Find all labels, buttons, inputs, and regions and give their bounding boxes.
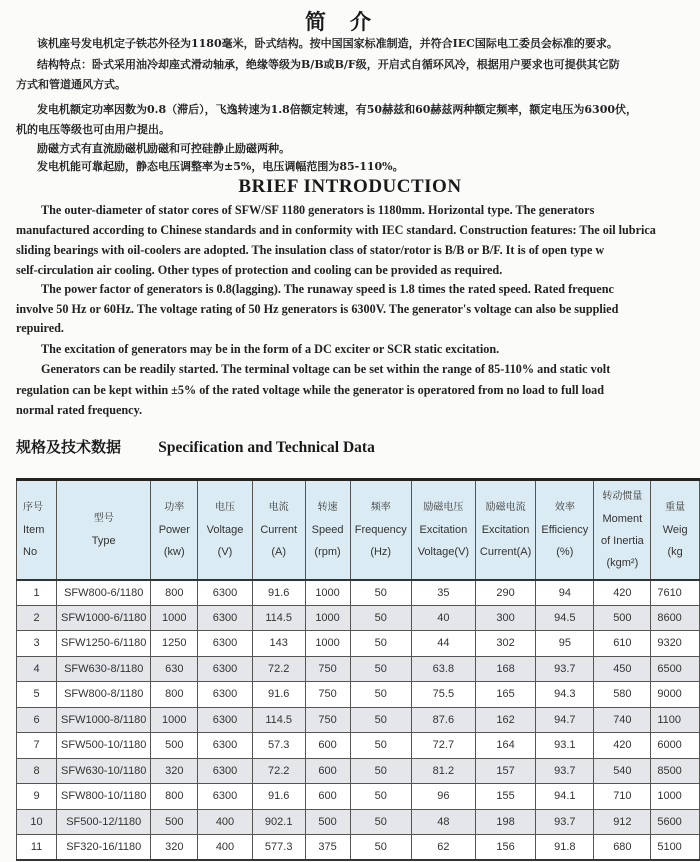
table-cell: 95 <box>536 631 594 657</box>
table-cell: 50 <box>350 784 411 810</box>
column-header-en: (rpm) <box>314 545 341 558</box>
column-header-cn: 励磁电压 <box>423 501 464 513</box>
table-cell: 6300 <box>198 758 253 784</box>
table-cell: 94.1 <box>536 784 594 810</box>
table-cell: 9320 <box>651 631 700 657</box>
paragraph-cn-5: 发电机能可靠起励，静态电压调整率为±5%，电压调幅范围为85-110%。 <box>37 160 404 173</box>
column-header-en: of Inertia <box>600 534 644 547</box>
table-cell: SFW800-8/1180 <box>57 682 151 708</box>
table-cell: 420 <box>594 580 651 606</box>
paragraph-en-4a: Generators can be readily started. The terminal voltage can be set within the range of 85-110% and static volt <box>41 362 611 376</box>
table-cell: 580 <box>594 682 651 708</box>
table-cell: 6300 <box>198 733 253 759</box>
table-cell: 62 <box>411 835 475 861</box>
paragraph-cn-3: 发电机额定功率因数为0.8（滞后），飞逸转速为1.8倍额定转速，有50赫兹和60赫兹两种额定频率，额定电压为6300伏， <box>37 103 638 116</box>
table-cell: 6300 <box>198 682 253 708</box>
table-cell: 375 <box>305 835 350 861</box>
table-cell: 91.6 <box>252 580 305 606</box>
table-cell: 400 <box>198 809 253 835</box>
spec-title-cn: 规格及技术数据 <box>16 438 122 456</box>
table-cell: 6300 <box>198 784 253 810</box>
table-cell: 72.2 <box>252 758 305 784</box>
table-cell: SF500-12/1180 <box>57 809 151 835</box>
paragraph-en-1a: The outer-diameter of stator cores of SFW/SF 1180 generators is 1180mm. Horizontal type. The generators <box>41 203 595 217</box>
table-cell: 6500 <box>651 656 700 682</box>
column-header <box>350 480 411 580</box>
table-cell: 143 <box>252 631 305 657</box>
table-cell: 94 <box>536 580 594 606</box>
table-cell: 72.2 <box>252 656 305 682</box>
column-header-cn: 电流 <box>268 501 289 513</box>
paragraph-en-1c: sliding bearings with oil-coolers are adopted. The insulation class of stator/rotor is B/B or B/F. It is of open type w <box>16 243 605 257</box>
table-cell: 302 <box>475 631 535 657</box>
table-row <box>17 758 700 784</box>
table-cell: 7 <box>17 733 57 759</box>
paragraph-cn-2: 结构特点：卧式采用油冷却座式滑动轴承，绝缘等级为B/B或B/F级，开启式自循环风冷，根据用户要求也可提供其它防 <box>37 58 620 71</box>
column-header <box>198 480 253 580</box>
table-header-row <box>17 480 700 580</box>
table-cell: 8600 <box>651 605 700 631</box>
column-header <box>475 480 535 580</box>
table-cell: 40 <box>411 605 475 631</box>
paragraph-en-3: The excitation of generators may be in the form of a DC exciter or SCR static excitation. <box>41 342 500 356</box>
column-header-en: Speed <box>311 523 344 536</box>
column-header <box>651 480 700 580</box>
table-cell: 400 <box>198 835 253 861</box>
table-cell: 48 <box>411 809 475 835</box>
table-cell: 912 <box>594 809 651 835</box>
column-header-cn: 电压 <box>214 501 235 513</box>
table-cell: 750 <box>305 682 350 708</box>
table-cell: 63.8 <box>411 656 475 682</box>
table-cell: 165 <box>475 682 535 708</box>
column-header-cn: 转动惯量 <box>602 490 643 502</box>
table-cell: 50 <box>350 758 411 784</box>
table-cell: 8500 <box>651 758 700 784</box>
table-cell: 114.5 <box>252 707 305 733</box>
table-cell: 50 <box>350 580 411 606</box>
table-cell: SFW800-6/1180 <box>57 580 151 606</box>
table-cell: 162 <box>475 707 535 733</box>
table-cell: 9000 <box>651 682 700 708</box>
table-cell: 1000 <box>305 631 350 657</box>
table-cell: 3 <box>17 631 57 657</box>
table-row <box>17 631 700 657</box>
table-cell: SFW1250-6/1180 <box>57 631 151 657</box>
table-cell: 11 <box>17 835 57 861</box>
table-cell: 72.7 <box>411 733 475 759</box>
table-cell: 320 <box>151 835 198 861</box>
table-cell: 94.7 <box>536 707 594 733</box>
table-cell: 157 <box>475 758 535 784</box>
table-cell: 800 <box>151 784 198 810</box>
table-cell: 1000 <box>651 784 700 810</box>
column-header-en: Moment <box>602 512 643 525</box>
table-cell: SFW1000-6/1180 <box>57 605 151 631</box>
table-row <box>17 580 700 606</box>
table-cell: 50 <box>350 631 411 657</box>
column-header <box>57 480 151 580</box>
table-cell: 6000 <box>651 733 700 759</box>
paragraph-en-4c: normal rated frequency. <box>16 403 143 417</box>
column-header-en: No <box>23 545 38 558</box>
column-header-en: Weig <box>662 523 688 536</box>
table-cell: 93.7 <box>536 809 594 835</box>
table-cell: 168 <box>475 656 535 682</box>
table-cell: 35 <box>411 580 475 606</box>
column-header-en: Current <box>260 523 298 536</box>
spec-title-en: Specification and Technical Data <box>158 439 375 456</box>
table-cell: SFW630-8/1180 <box>57 656 151 682</box>
brief-introduction-title: BRIEF INTRODUCTION <box>238 176 462 197</box>
table-cell: 57.3 <box>252 733 305 759</box>
table-row <box>17 835 700 861</box>
table-cell: 1100 <box>651 707 700 733</box>
table-cell: 81.2 <box>411 758 475 784</box>
column-header-en: (A) <box>271 545 287 558</box>
table-cell: 50 <box>350 733 411 759</box>
table-cell: 4 <box>17 656 57 682</box>
table-cell: 420 <box>594 733 651 759</box>
table-cell: 7610 <box>651 580 700 606</box>
column-header-en: Excitation <box>481 523 530 536</box>
column-header-en: (V) <box>217 545 233 558</box>
paragraph-en-2c: repuired. <box>16 321 64 335</box>
column-header-en: (Hz) <box>370 545 392 558</box>
table-cell: 600 <box>305 758 350 784</box>
table-cell: 1000 <box>305 605 350 631</box>
title-cn: 简介 <box>305 9 395 34</box>
column-header-en: Excitation <box>419 523 468 536</box>
table-cell: 600 <box>305 784 350 810</box>
table-cell: 91.6 <box>252 682 305 708</box>
paragraph-cn-2b: 方式和管道通风方式。 <box>16 78 126 91</box>
table-cell: SFW630-10/1180 <box>57 758 151 784</box>
table-cell: 44 <box>411 631 475 657</box>
table-cell: 577.3 <box>252 835 305 861</box>
paragraph-en-1d: self-circulation air cooling. Other types of protection and cooling can be provided as required. <box>16 263 503 277</box>
table-cell: 6 <box>17 707 57 733</box>
column-header <box>151 480 198 580</box>
column-header-en: Voltage <box>206 523 244 536</box>
table-cell: 800 <box>151 580 198 606</box>
table-cell: 87.6 <box>411 707 475 733</box>
table-cell: 10 <box>17 809 57 835</box>
table-cell: 96 <box>411 784 475 810</box>
table-cell: 2 <box>17 605 57 631</box>
table-cell: 680 <box>594 835 651 861</box>
table-cell: SFW500-10/1180 <box>57 733 151 759</box>
column-header-cn: 频率 <box>370 501 391 513</box>
table-cell: 750 <box>305 707 350 733</box>
table-row <box>17 682 700 708</box>
column-header <box>536 480 594 580</box>
column-header-en: Frequency <box>354 523 407 536</box>
column-header-cn: 励磁电流 <box>485 501 526 513</box>
table-cell: 500 <box>594 605 651 631</box>
table-cell: 6300 <box>198 656 253 682</box>
column-header <box>305 480 350 580</box>
table-cell: 540 <box>594 758 651 784</box>
paragraph-en-1b: manufactured according to Chinese standards and in conformity with IEC standard. Construction features: The oil lubrica <box>16 223 656 237</box>
table-cell: 93.7 <box>536 758 594 784</box>
table-cell: 155 <box>475 784 535 810</box>
table-cell: 5100 <box>651 835 700 861</box>
table-cell: 320 <box>151 758 198 784</box>
paragraph-cn-1: 该机座号发电机定子铁芯外径为1180毫米，卧式结构。按中国国家标准制造，并符合IEC国际电工委员会标准的要求。 <box>37 37 618 50</box>
table-row <box>17 809 700 835</box>
table-body <box>17 580 700 861</box>
table-cell: 1000 <box>305 580 350 606</box>
column-header-en: (kg <box>667 545 683 558</box>
table-cell: 50 <box>350 682 411 708</box>
table-cell: 300 <box>475 605 535 631</box>
table-row <box>17 733 700 759</box>
column-header-en: (%) <box>556 545 574 558</box>
table-cell: 75.5 <box>411 682 475 708</box>
table-cell: 1 <box>17 580 57 606</box>
column-header-cn: 重量 <box>665 501 686 513</box>
column-header-en: (kgm²) <box>606 556 639 569</box>
table-cell: 800 <box>151 682 198 708</box>
column-header-cn: 序号 <box>23 501 43 513</box>
spec-table <box>16 478 700 861</box>
table-cell: 710 <box>594 784 651 810</box>
table-cell: 450 <box>594 656 651 682</box>
table-cell: 8 <box>17 758 57 784</box>
table-row <box>17 605 700 631</box>
table-row <box>17 707 700 733</box>
table-cell: 164 <box>475 733 535 759</box>
table-cell: 9 <box>17 784 57 810</box>
column-header <box>594 480 651 580</box>
table-cell: 630 <box>151 656 198 682</box>
table-cell: 500 <box>151 733 198 759</box>
table-cell: 93.1 <box>536 733 594 759</box>
table-cell: 50 <box>350 835 411 861</box>
table-cell: 156 <box>475 835 535 861</box>
table-cell: 6300 <box>198 707 253 733</box>
table-cell: SFW800-10/1180 <box>57 784 151 810</box>
column-header-cn: 型号 <box>93 512 114 524</box>
table-cell: 600 <box>305 733 350 759</box>
column-header-en: (kw) <box>163 545 185 558</box>
column-header-cn: 转速 <box>317 501 338 513</box>
table-cell: 740 <box>594 707 651 733</box>
table-cell: 94.3 <box>536 682 594 708</box>
table-cell: 91.6 <box>252 784 305 810</box>
paragraph-en-4b: regulation can be kept within ±5% of the rated voltage while the generator is operatored from no load to full load <box>16 383 605 397</box>
table-cell: 50 <box>350 656 411 682</box>
table-cell: 500 <box>305 809 350 835</box>
table-cell: 6300 <box>198 631 253 657</box>
paragraph-cn-3b: 机的电压等级也可由用户提出。 <box>16 123 170 136</box>
table-cell: 114.5 <box>252 605 305 631</box>
column-header <box>17 480 57 580</box>
table-cell: SF320-16/1180 <box>57 835 151 861</box>
table-cell: 500 <box>151 809 198 835</box>
column-header <box>411 480 475 580</box>
table-cell: 50 <box>350 605 411 631</box>
table-cell: 50 <box>350 809 411 835</box>
table-row <box>17 784 700 810</box>
column-header-en: Type <box>91 534 116 547</box>
table-cell: 94.5 <box>536 605 594 631</box>
table-row <box>17 656 700 682</box>
column-header-en: Item <box>23 523 45 536</box>
column-header-en: Efficiency <box>541 523 589 536</box>
table-cell: 5 <box>17 682 57 708</box>
table-cell: 6300 <box>198 580 253 606</box>
table-cell: 6300 <box>198 605 253 631</box>
column-header <box>252 480 305 580</box>
column-header-cn: 效率 <box>554 501 575 513</box>
table-cell: 1000 <box>151 707 198 733</box>
column-header-en: Voltage(V) <box>417 545 470 558</box>
table-cell: 198 <box>475 809 535 835</box>
table-cell: 93.7 <box>536 656 594 682</box>
table-cell: 50 <box>350 707 411 733</box>
table-cell: 1000 <box>151 605 198 631</box>
table-cell: 610 <box>594 631 651 657</box>
column-header-en: Current(A) <box>479 545 532 558</box>
table-cell: SFW1000-8/1180 <box>57 707 151 733</box>
table-cell: 91.8 <box>536 835 594 861</box>
paragraph-en-2a: The power factor of generators is 0.8(lagging). The runaway speed is 1.8 times the rated speed. Rated frequenc <box>41 282 614 296</box>
column-header-en: Power <box>158 523 190 536</box>
table-cell: 290 <box>475 580 535 606</box>
column-header-cn: 功率 <box>164 501 185 513</box>
spec-section-title <box>16 436 375 457</box>
table-cell: 902.1 <box>252 809 305 835</box>
table-cell: 750 <box>305 656 350 682</box>
table-cell: 5600 <box>651 809 700 835</box>
paragraph-cn-4: 励磁方式有直流励磁机励磁和可控硅静止励磁两种。 <box>37 142 290 155</box>
table-cell: 1250 <box>151 631 198 657</box>
paragraph-en-2b: involve 50 Hz or 60Hz. The voltage rating of 50 Hz generators is 6300V. The generator's voltage can also be supplied <box>16 302 619 316</box>
